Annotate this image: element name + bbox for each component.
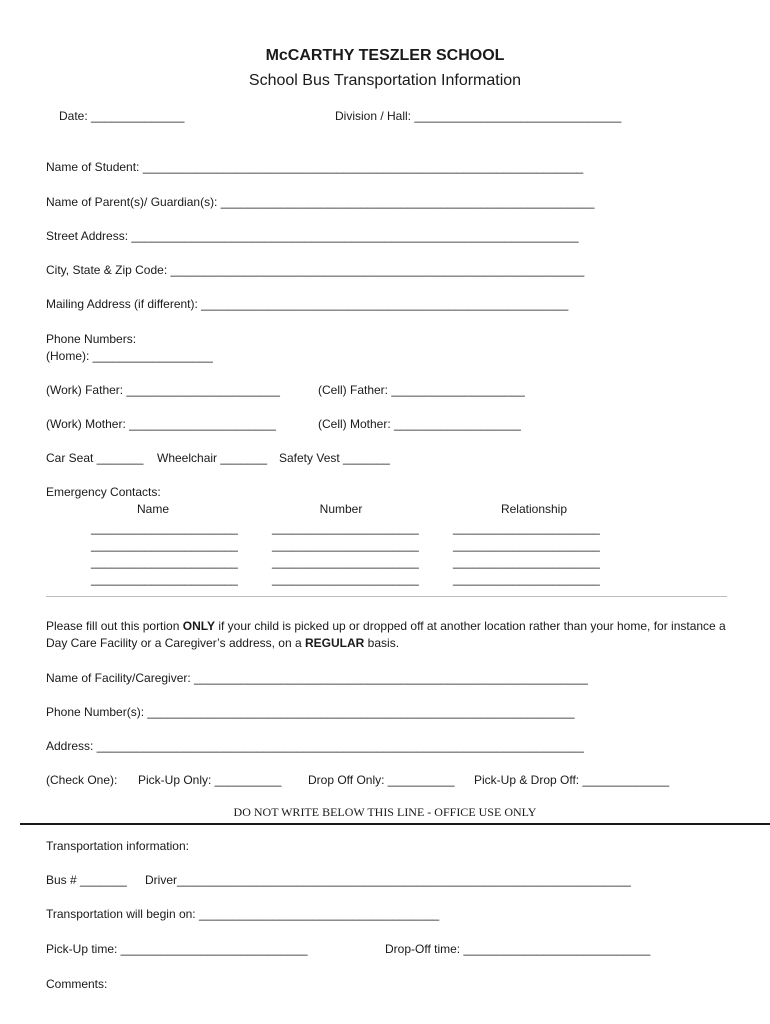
instructions-text: Please fill out this portion	[46, 619, 183, 633]
home-phone-field[interactable]: (Home): __________________	[46, 349, 213, 363]
emergency-col-name: Name	[136, 502, 169, 516]
instructions-text: basis.	[364, 636, 400, 650]
date-field[interactable]: Date: ______________	[59, 109, 185, 123]
work-mother-field[interactable]: (Work) Mother: ______________________	[46, 417, 276, 431]
pickup-time-field[interactable]: Pick-Up time: ____________________________	[46, 942, 308, 956]
alternate-phone-field[interactable]: Phone Number(s): ________________________________________________________________	[46, 705, 575, 719]
street-address-field[interactable]: Street Address: ___________________________________________________________________	[46, 229, 579, 243]
dropoff-only-option[interactable]: Drop Off Only: __________	[308, 773, 455, 787]
check-one-label: (Check One):	[46, 773, 118, 787]
cell-father-field[interactable]: (Cell) Father: ____________________	[318, 383, 525, 397]
cell-mother-field[interactable]: (Cell) Mother: ___________________	[318, 417, 521, 431]
instructions-emphasis-only: ONLY	[182, 619, 215, 633]
emergency-name-blank[interactable]: ______________________	[91, 521, 238, 535]
pickup-dropoff-option[interactable]: Pick-Up & Drop Off: _____________	[474, 773, 670, 787]
division-hall-field[interactable]: Division / Hall: _______________________________	[335, 109, 622, 123]
car-seat-field[interactable]: Car Seat _______	[46, 451, 144, 465]
emergency-number-blank[interactable]: ______________________	[272, 572, 419, 586]
emergency-number-blank[interactable]: ______________________	[272, 521, 419, 535]
wheelchair-field[interactable]: Wheelchair _______	[157, 451, 268, 465]
school-name: McCARTHY TESZLER SCHOOL	[265, 47, 505, 64]
parent-name-field[interactable]: Name of Parent(s)/ Guardian(s): ________________________________________________________	[46, 195, 595, 209]
comments-label: Comments:	[46, 977, 108, 991]
emergency-relationship-blank[interactable]: ______________________	[453, 555, 600, 569]
mailing-address-field[interactable]: Mailing Address (if different): _______________________________________________________	[46, 297, 569, 311]
alternate-address-field[interactable]: Address: _________________________________________________________________________	[46, 739, 584, 753]
emergency-name-blank[interactable]: ______________________	[91, 572, 238, 586]
instructions-emphasis-regular: REGULAR	[305, 636, 365, 650]
facility-caregiver-field[interactable]: Name of Facility/Caregiver: ___________________________________________________________	[46, 671, 588, 685]
phone-numbers-label: Phone Numbers:	[46, 332, 137, 346]
office-use-notice: DO NOT WRITE BELOW THIS LINE - OFFICE USE ONLY	[233, 805, 537, 819]
emergency-name-blank[interactable]: ______________________	[91, 538, 238, 552]
safety-vest-field[interactable]: Safety Vest _______	[279, 451, 390, 465]
section-divider	[46, 596, 727, 597]
bus-number-field[interactable]: Bus # _______	[46, 873, 127, 887]
emergency-relationship-blank[interactable]: ______________________	[453, 572, 600, 586]
emergency-contacts-label: Emergency Contacts:	[46, 485, 161, 499]
emergency-number-blank[interactable]: ______________________	[272, 555, 419, 569]
student-name-field[interactable]: Name of Student: __________________________________________________________________	[46, 160, 584, 174]
form-title: School Bus Transportation Information	[248, 72, 522, 89]
pickup-only-option[interactable]: Pick-Up Only: __________	[138, 773, 282, 787]
emergency-number-blank[interactable]: ______________________	[272, 538, 419, 552]
instructions-text: if your child is picked up or dropped off at another location rather than your home, for instance a Day Care Facility or a Caregiver’s address, on a	[46, 619, 726, 650]
work-father-field[interactable]: (Work) Father: _______________________	[46, 383, 280, 397]
emergency-relationship-blank[interactable]: ______________________	[453, 538, 600, 552]
emergency-col-relationship: Relationship	[500, 502, 568, 516]
transportation-begin-field[interactable]: Transportation will begin on: ____________________________________	[46, 907, 440, 921]
emergency-name-blank[interactable]: ______________________	[91, 555, 238, 569]
driver-field[interactable]: Driver____________________________________________________________________	[145, 873, 631, 887]
city-state-zip-field[interactable]: City, State & Zip Code: ______________________________________________________________	[46, 263, 585, 277]
emergency-relationship-blank[interactable]: ______________________	[453, 521, 600, 535]
alternate-location-instructions	[46, 618, 736, 652]
office-use-divider	[20, 823, 770, 825]
dropoff-time-field[interactable]: Drop-Off time: ____________________________	[385, 942, 651, 956]
transportation-info-label: Transportation information:	[46, 839, 189, 853]
emergency-col-number: Number	[319, 502, 363, 516]
